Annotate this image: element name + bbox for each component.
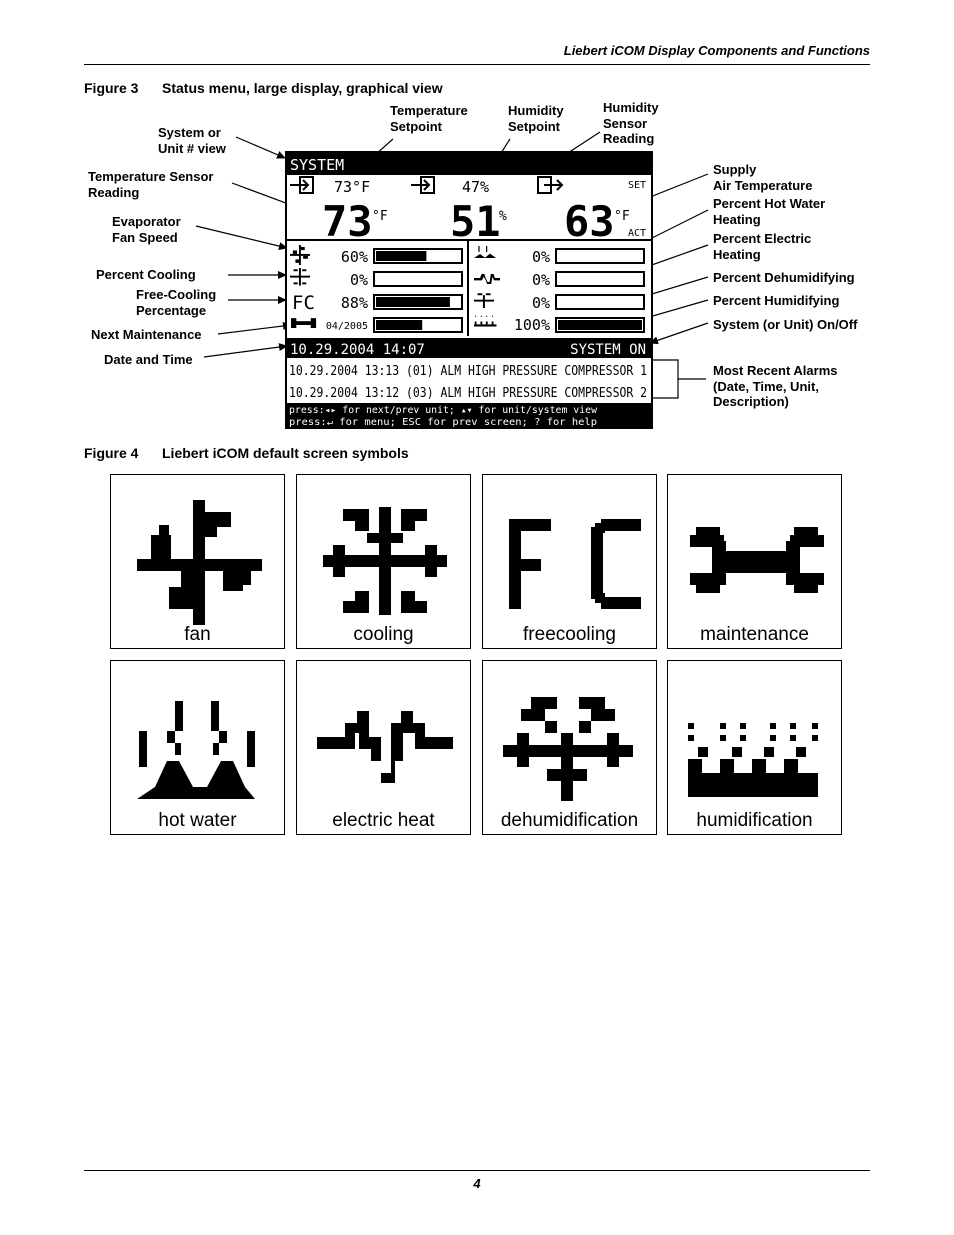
symbol-label: cooling: [353, 624, 414, 645]
callout-evap-fan: Evaporator Fan Speed: [112, 214, 181, 245]
callout-system-view: System or Unit # view: [158, 125, 226, 156]
symbol-humidification: [667, 660, 842, 835]
symbol-label: humidification: [696, 810, 813, 831]
lcd-humidity-setpoint: 47%: [462, 178, 490, 196]
lcd-help-line-2: press:↵ for menu; ESC for prev screen; ? for help: [289, 417, 598, 428]
callout-dehumidifying: Percent Dehumidifying: [713, 270, 855, 285]
symbol-label: electric heat: [332, 810, 435, 831]
lcd-humidity-unit: %: [499, 209, 507, 224]
callout-next-maintenance: Next Maintenance: [91, 327, 202, 342]
lcd-left-bar-0-fill: [376, 251, 426, 261]
lcd-screen: [286, 152, 652, 428]
callout-date-time: Date and Time: [104, 352, 193, 367]
lcd-humidity-reading: 51: [450, 197, 501, 246]
symbol-fan: [110, 474, 285, 649]
lcd-left-bar-1-frame: [374, 272, 462, 286]
callout-hot-water: Percent Hot Water Heating: [713, 196, 826, 227]
lcd-left-bar-2-fill: [376, 297, 450, 307]
symbol-electric-heat: [296, 660, 471, 835]
symbol-label: dehumidification: [500, 810, 639, 831]
callout-temp-setpoint: Temperature Setpoint: [390, 103, 468, 134]
symbol-hot-water: [110, 660, 285, 835]
lcd-dehum-value: 0%: [531, 294, 550, 312]
lcd-alarm-1: 10.29.2004 13:13 (01) ALM HIGH PRESSURE COMPRESSOR 1: [289, 364, 647, 379]
lcd-title: SYSTEM: [290, 156, 345, 174]
lcd-fan-value: 60%: [340, 248, 368, 266]
callout-humidity-setpoint: Humidity Setpoint: [508, 103, 564, 134]
figure4-caption: [84, 445, 409, 461]
lcd-act-label: ACT: [628, 228, 647, 239]
lcd-status-datetime: 10.29.2004 14:07: [290, 342, 425, 358]
lcd-hum-value: 100%: [513, 316, 550, 334]
lcd-supply-reading: 63: [564, 197, 615, 246]
figure3-number: Figure 3: [84, 80, 139, 96]
symbol-cooling: [296, 474, 471, 649]
callout-electric-heating: Percent Electric Heating: [713, 231, 812, 262]
page-number: 4: [473, 1176, 481, 1191]
symbol-label: fan: [184, 624, 211, 645]
running-header: Liebert iCOM Display Components and Functions: [563, 43, 870, 58]
symbol-dehumidification: [482, 660, 657, 835]
footer-rule: [84, 1170, 870, 1171]
lcd-alarm-2: 10.29.2004 13:12 (03) ALM HIGH PRESSURE COMPRESSOR 2: [289, 386, 647, 401]
lcd-help-line-1: press:◂▸ for next/prev unit; ▴▾ for unit/system view: [289, 405, 598, 416]
lcd-fc-value: 88%: [340, 294, 368, 312]
lcd-cooling-value: 0%: [349, 271, 368, 289]
callout-alarms: Most Recent Alarms (Date, Time, Unit, Description): [713, 363, 838, 409]
lcd-right-bar-2-frame: [556, 295, 644, 309]
lcd-right-bar-3-fill: [558, 320, 642, 330]
callout-on-off: System (or Unit) On/Off: [713, 317, 858, 332]
lcd-temp-unit: °F: [372, 209, 388, 224]
lcd-status-state: SYSTEM ON: [570, 342, 646, 358]
figure3-title: Status menu, large display, graphical view: [162, 80, 443, 96]
symbol-freecooling: [482, 474, 657, 649]
callout-humidifying: Percent Humidifying: [713, 293, 840, 308]
callout-freecooling: Free-Cooling Percentage: [136, 287, 217, 318]
callout-supply-air: Supply Air Temperature: [713, 162, 813, 193]
lcd-left-bar-3-fill: [376, 320, 422, 330]
figure4-title: Liebert iCOM default screen symbols: [162, 445, 409, 461]
figure4-number: Figure 4: [84, 445, 139, 461]
lcd-right-bar-0-frame: [556, 249, 644, 263]
lcd-supply-unit: °F: [614, 209, 630, 224]
lcd-right-bar-1-frame: [556, 272, 644, 286]
symbol-maintenance: [667, 474, 842, 649]
lcd-fc-label: FC: [292, 292, 315, 314]
symbol-label: freecooling: [523, 624, 616, 645]
lcd-maintenance-date: 04/2005: [325, 321, 368, 332]
lcd-temp-reading: 73: [322, 197, 373, 246]
lcd-set-label: SET: [628, 180, 647, 191]
lcd-temp-setpoint: 73°F: [334, 178, 371, 196]
callout-humidity-sensor: Humidity Sensor Reading: [603, 100, 659, 146]
symbol-label: hot water: [158, 810, 237, 831]
callout-percent-cooling: Percent Cooling: [96, 267, 196, 282]
lcd-hot-water-value: 0%: [531, 248, 550, 266]
symbol-label: maintenance: [700, 624, 809, 645]
callout-temp-sensor: Temperature Sensor Reading: [88, 169, 214, 200]
lcd-electric-value: 0%: [531, 271, 550, 289]
